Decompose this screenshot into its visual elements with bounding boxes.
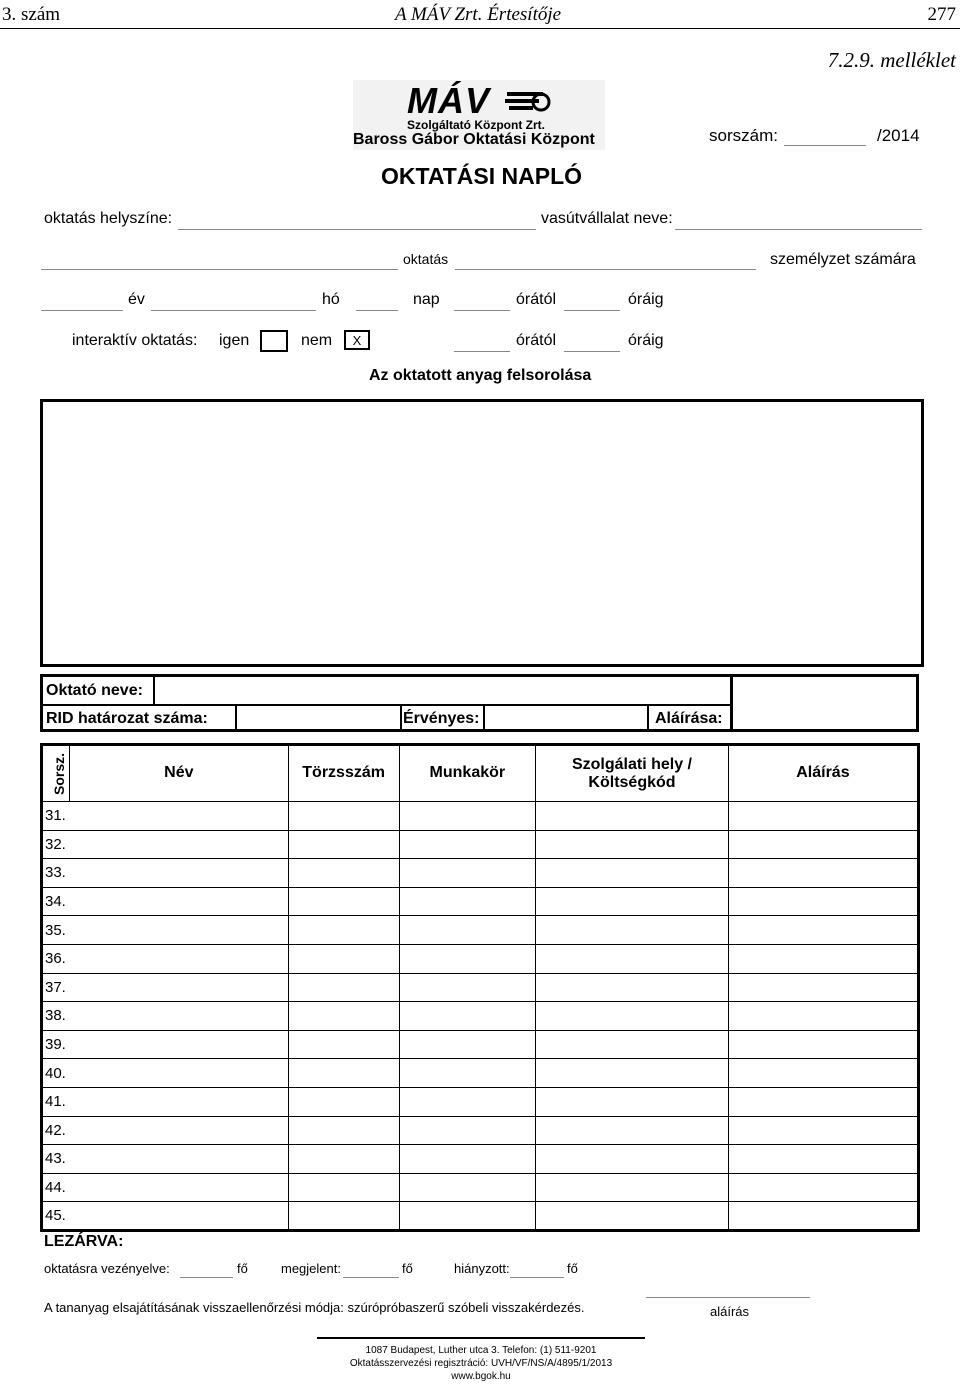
present-unit: fő	[402, 1261, 413, 1276]
logo-subtitle: Szolgáltató Központ Zrt.	[407, 118, 545, 132]
row-number: 40.	[42, 1059, 70, 1088]
serial-field[interactable]	[784, 145, 866, 146]
absent-label: hiányzott:	[454, 1261, 510, 1276]
row-name-cell[interactable]	[69, 1202, 288, 1231]
row-name-cell[interactable]	[69, 1116, 288, 1145]
rid-field[interactable]	[237, 706, 400, 732]
to-hour-field[interactable]	[564, 310, 620, 311]
row-number: 31.	[42, 802, 70, 831]
row-name-cell[interactable]	[69, 830, 288, 859]
day-label: nap	[413, 291, 440, 308]
table-row	[42, 859, 919, 888]
row-name-cell[interactable]	[69, 859, 288, 888]
row-workplace-cell[interactable]	[536, 1002, 729, 1031]
interactive-from-field[interactable]	[454, 351, 510, 352]
instructor-name-label: Oktató neve:	[46, 682, 143, 699]
row-job-cell[interactable]	[399, 1145, 536, 1174]
interactive-label: interaktív oktatás:	[72, 332, 198, 349]
row-workplace-cell[interactable]	[536, 1173, 729, 1202]
row-job-cell[interactable]	[399, 1002, 536, 1031]
training-label: oktatás	[403, 251, 449, 267]
row-name-cell[interactable]	[69, 887, 288, 916]
valid-field[interactable]	[485, 706, 647, 732]
yes-label: igen	[219, 332, 250, 349]
row-job-cell[interactable]	[399, 1087, 536, 1116]
row-employee-id-cell[interactable]	[288, 973, 399, 1002]
row-employee-id-cell[interactable]	[288, 916, 399, 945]
row-number: 35.	[42, 916, 70, 945]
table-row	[42, 887, 919, 916]
row-name-cell[interactable]	[69, 1145, 288, 1174]
row-employee-id-cell[interactable]	[288, 887, 399, 916]
row-employee-id-cell[interactable]	[288, 1173, 399, 1202]
row-employee-id-cell[interactable]	[288, 1087, 399, 1116]
attendance-table	[40, 743, 920, 1232]
row-signature-cell[interactable]	[728, 973, 918, 1002]
row-name-cell[interactable]	[69, 1030, 288, 1059]
row-workplace-cell[interactable]	[536, 887, 729, 916]
closed-label: LEZÁRVA:	[44, 1233, 124, 1250]
page-number: 277	[927, 4, 956, 25]
logo-org-name: Baross Gábor Oktatási Központ	[353, 131, 595, 148]
row-signature-cell[interactable]	[728, 916, 918, 945]
ordered-field[interactable]	[180, 1277, 233, 1278]
interactive-from-label: órától	[516, 332, 557, 349]
header-rule	[0, 28, 960, 29]
row-job-cell[interactable]	[399, 973, 536, 1002]
row-number: 39.	[42, 1030, 70, 1059]
row-workplace-cell[interactable]	[536, 1202, 729, 1231]
row-workplace-cell[interactable]	[536, 1030, 729, 1059]
row-job-cell[interactable]	[399, 859, 536, 888]
location-field[interactable]	[178, 229, 536, 230]
present-label: megjelent:	[281, 1261, 341, 1276]
row-employee-id-cell[interactable]	[288, 1202, 399, 1231]
absent-field[interactable]	[510, 1277, 564, 1278]
table-row	[42, 1173, 919, 1202]
day-field[interactable]	[356, 310, 398, 311]
table-row	[42, 1059, 919, 1088]
footer-rule	[317, 1337, 645, 1339]
closing-signature-field[interactable]	[646, 1297, 810, 1298]
signature-caption: aláírás	[710, 1304, 750, 1319]
table-row	[42, 830, 919, 859]
company-label: vasútvállalat neve:	[541, 210, 673, 227]
row-employee-id-cell[interactable]	[288, 830, 399, 859]
serial-year: /2014	[877, 126, 920, 145]
row-employee-id-cell[interactable]	[288, 1002, 399, 1031]
row-name-cell[interactable]	[69, 944, 288, 973]
row-number: 36.	[42, 944, 70, 973]
serial-label: sorszám:	[709, 126, 778, 145]
instructor-name-field[interactable]	[153, 678, 730, 703]
row-signature-cell[interactable]	[728, 1202, 918, 1231]
table-row	[42, 1145, 919, 1174]
row-signature-cell[interactable]	[728, 1145, 918, 1174]
row-workplace-cell[interactable]	[536, 973, 729, 1002]
row-workplace-cell[interactable]	[536, 1059, 729, 1088]
interactive-to-label: óráig	[628, 332, 664, 349]
row-signature-cell[interactable]	[728, 1030, 918, 1059]
row-employee-id-cell[interactable]	[288, 1059, 399, 1088]
interactive-to-field[interactable]	[564, 351, 620, 352]
table-header-row	[42, 745, 919, 802]
row-signature-cell[interactable]	[728, 944, 918, 973]
signature-label: Aláírása:	[655, 710, 723, 727]
header-name: Név	[69, 745, 288, 802]
instructor-box	[40, 674, 919, 732]
issue-number: 3. szám	[2, 4, 61, 25]
no-label: nem	[301, 332, 333, 349]
divider	[647, 704, 649, 732]
row-employee-id-cell[interactable]	[288, 802, 399, 831]
row-number: 37.	[42, 973, 70, 1002]
row-name-cell[interactable]	[69, 802, 288, 831]
logo	[353, 80, 605, 150]
to-hour-label: óráig	[628, 291, 664, 308]
row-job-cell[interactable]	[399, 1173, 536, 1202]
absent-unit: fő	[567, 1261, 578, 1276]
verification-method: A tananyag elsajátításának visszaellenőrzési módja: szúrópróbaszerű szóbeli visszakérdezés.	[44, 1300, 585, 1315]
table-row	[42, 1116, 919, 1145]
row-employee-id-cell[interactable]	[288, 944, 399, 973]
row-signature-cell[interactable]	[728, 1087, 918, 1116]
row-name-cell[interactable]	[69, 1059, 288, 1088]
annex-label: 7.2.9. melléklet	[827, 48, 956, 72]
yes-checkbox[interactable]	[260, 330, 288, 352]
month-label: hó	[322, 291, 340, 308]
company-field[interactable]	[675, 229, 922, 230]
row-job-cell[interactable]	[399, 1202, 536, 1231]
row-workplace-cell[interactable]	[536, 1087, 729, 1116]
row-workplace-cell[interactable]	[536, 916, 729, 945]
footer-website[interactable]: www.bgok.hu	[451, 1371, 511, 1382]
divider	[400, 704, 402, 732]
row-number: 42.	[42, 1116, 70, 1145]
header-serial	[42, 745, 70, 802]
year-field[interactable]	[41, 310, 123, 311]
training-type-field[interactable]	[41, 269, 398, 270]
publication-title: A MÁV Zrt. Értesítője	[395, 4, 562, 25]
row-workplace-cell[interactable]	[536, 830, 729, 859]
row-signature-cell[interactable]	[728, 859, 918, 888]
header-workplace: Szolgálati hely / Költségkód	[536, 745, 729, 802]
table-row	[42, 1202, 919, 1231]
row-number: 34.	[42, 887, 70, 916]
row-signature-cell[interactable]	[728, 1116, 918, 1145]
row-employee-id-cell[interactable]	[288, 1030, 399, 1059]
row-job-cell[interactable]	[399, 1059, 536, 1088]
table-row	[42, 802, 919, 831]
row-job-cell[interactable]	[399, 802, 536, 831]
row-job-cell[interactable]	[399, 1030, 536, 1059]
row-number: 41.	[42, 1087, 70, 1116]
row-name-cell[interactable]	[69, 916, 288, 945]
row-job-cell[interactable]	[399, 1116, 536, 1145]
location-label: oktatás helyszíne:	[44, 210, 173, 227]
logo-wing-icon	[503, 86, 551, 116]
table-row	[42, 973, 919, 1002]
row-signature-cell[interactable]	[728, 1002, 918, 1031]
row-job-cell[interactable]	[399, 944, 536, 973]
row-employee-id-cell[interactable]	[288, 859, 399, 888]
row-name-cell[interactable]	[69, 1173, 288, 1202]
table-row	[42, 944, 919, 973]
ordered-unit: fő	[237, 1261, 248, 1276]
table-row	[42, 916, 919, 945]
form-title: OKTATÁSI NAPLÓ	[381, 163, 583, 189]
ordered-label: oktatásra vezényelve:	[44, 1261, 170, 1276]
row-job-cell[interactable]	[399, 887, 536, 916]
row-number: 33.	[42, 859, 70, 888]
material-box[interactable]	[40, 399, 924, 667]
row-workplace-cell[interactable]	[536, 1145, 729, 1174]
row-number: 44.	[42, 1173, 70, 1202]
row-name-cell[interactable]	[69, 1002, 288, 1031]
from-hour-label: órától	[516, 291, 557, 308]
row-name-cell[interactable]	[69, 1087, 288, 1116]
no-checkbox[interactable]: X	[344, 330, 370, 350]
row-workplace-cell[interactable]	[536, 802, 729, 831]
from-hour-field[interactable]	[454, 310, 510, 311]
staff-label: személyzet számára	[770, 251, 916, 268]
material-heading: Az oktatott anyag felsorolása	[369, 367, 592, 384]
row-signature-cell[interactable]	[728, 830, 918, 859]
footer-address: 1087 Budapest, Luther utca 3. Telefon: (1) 511-9201	[365, 1345, 597, 1356]
table-row	[42, 1002, 919, 1031]
row-number: 43.	[42, 1145, 70, 1174]
valid-label: Érvényes:	[403, 710, 480, 727]
month-field[interactable]	[151, 310, 316, 311]
header-employee-id: Törzsszám	[288, 745, 399, 802]
row-workplace-cell[interactable]	[536, 944, 729, 973]
row-number: 45.	[42, 1202, 70, 1231]
header-signature: Aláírás	[728, 745, 918, 802]
footer-registration: Oktatásszervezési regisztráció: UVH/VF/NS/A/4895/1/2013	[349, 1358, 613, 1369]
present-field[interactable]	[343, 1277, 399, 1278]
header-job: Munkakör	[399, 745, 536, 802]
row-signature-cell[interactable]	[728, 887, 918, 916]
row-signature-cell[interactable]	[728, 802, 918, 831]
row-workplace-cell[interactable]	[536, 1116, 729, 1145]
rid-label: RID határozat száma:	[46, 710, 208, 727]
row-employee-id-cell[interactable]	[288, 1145, 399, 1174]
row-number: 38.	[42, 1002, 70, 1031]
year-label: év	[128, 291, 145, 308]
training-topic-field[interactable]	[455, 269, 756, 270]
header-serial-label: Sorsz.	[51, 753, 67, 796]
row-job-cell[interactable]	[399, 830, 536, 859]
logo-brand: MÁV	[407, 80, 490, 121]
table-row	[42, 1030, 919, 1059]
instructor-signature-field[interactable]	[733, 677, 916, 732]
row-signature-cell[interactable]	[728, 1173, 918, 1202]
table-row	[42, 1087, 919, 1116]
row-job-cell[interactable]	[399, 916, 536, 945]
row-signature-cell[interactable]	[728, 1059, 918, 1088]
row-employee-id-cell[interactable]	[288, 1116, 399, 1145]
row-workplace-cell[interactable]	[536, 859, 729, 888]
row-number: 32.	[42, 830, 70, 859]
row-name-cell[interactable]	[69, 973, 288, 1002]
